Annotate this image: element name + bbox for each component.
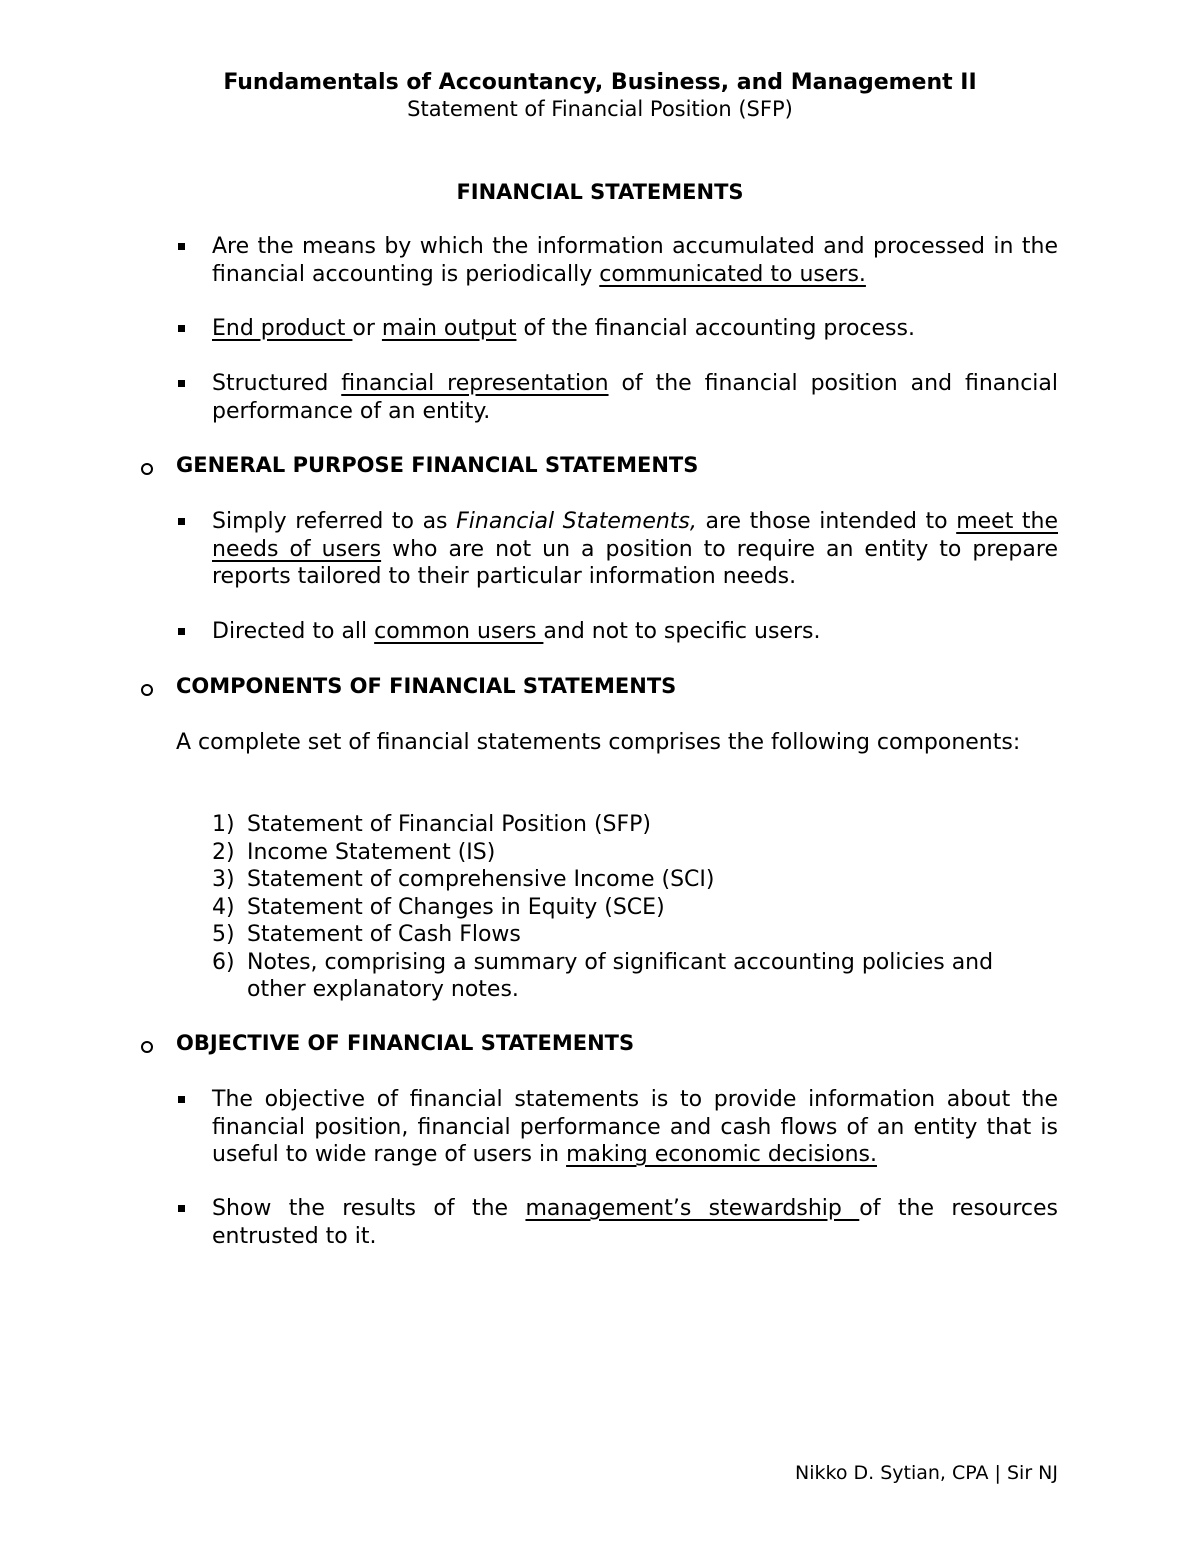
intro-bullet-2-text-1: or: [352, 316, 382, 341]
square-bullet-icon: [178, 1096, 185, 1103]
main-heading: FINANCIAL STATEMENTS: [456, 180, 744, 204]
list-item: [212, 894, 1058, 922]
components-intro: A complete set of financial statements comprises the following components:: [176, 730, 1021, 755]
list-item-text: Notes, comprising a summary of significant accounting policies and other explanatory notes.: [247, 949, 994, 1002]
circle-bullet-icon: [141, 1041, 153, 1053]
square-bullet-icon: [178, 628, 185, 635]
objective-bullet-1: [212, 1086, 1058, 1169]
general-bullet-1: [212, 508, 1058, 591]
list-item-number: 1): [212, 812, 235, 837]
general-bullet-1-text-2: are those intended to: [696, 509, 957, 534]
document-title: Fundamentals of Accountancy, Business, and Management II: [223, 70, 977, 95]
general-bullet-1-text-3: who are not un a position to require an entity to prepare reports tailored to their particular information needs.: [212, 536, 1058, 589]
intro-bullet-3-underline: financial representation: [341, 371, 609, 396]
list-item: [212, 811, 1058, 839]
list-item: [212, 839, 1058, 867]
objective-bullet-2: [212, 1195, 1058, 1250]
general-bullet-1-underline: meet the needs of users: [212, 509, 1059, 562]
list-item-text: Income Statement (IS): [247, 839, 496, 865]
list-item-text: Statement of Cash Flows: [247, 922, 521, 947]
list-item-text: Statement of Changes in Equity (SCE): [247, 894, 665, 920]
square-bullet-icon: [178, 325, 185, 332]
section-heading-objective: OBJECTIVE OF FINANCIAL STATEMENTS: [176, 1031, 635, 1055]
intro-bullet-3: [212, 370, 1058, 425]
intro-bullet-1-underline: communicated to users.: [599, 261, 866, 287]
intro-bullet-2-text-2: of the financial accounting process.: [516, 316, 915, 341]
list-item: [212, 921, 1058, 949]
list-item-text: Statement of comprehensive Income (SCI): [247, 867, 715, 892]
intro-bullet-1: [212, 233, 1058, 288]
intro-bullet-3-text-1: Structured: [212, 371, 342, 396]
objective-bullet-1-underline: making economic decisions.: [566, 1142, 877, 1167]
list-item: [212, 949, 1058, 1004]
square-bullet-icon: [178, 243, 185, 250]
section-heading-general: GENERAL PURPOSE FINANCIAL STATEMENTS: [176, 453, 699, 477]
objective-bullet-2-underline: management’s stewardship: [525, 1196, 860, 1221]
general-bullet-2-underline: common users: [374, 619, 544, 644]
list-item: [212, 866, 1058, 894]
objective-bullet-2-text-2: of the resources entrusted to it.: [212, 1196, 1058, 1249]
list-item-number: 6): [212, 949, 235, 975]
list-item-number: 5): [212, 922, 235, 947]
list-item-text: Statement of Financial Position (SFP): [247, 812, 651, 837]
list-item-number: 3): [212, 867, 235, 892]
square-bullet-icon: [178, 518, 185, 525]
circle-bullet-icon: [141, 463, 153, 475]
document-subtitle: Statement of Financial Position (SFP): [407, 97, 793, 121]
general-bullet-2-text-1: Directed to all: [212, 619, 375, 644]
list-item-number: 4): [212, 894, 235, 920]
intro-bullet-3-text-2: of the financial position and financial performance of an entity.: [212, 371, 1058, 424]
intro-bullet-1-text: Are the means by which the information accumulated and processed in the financial accounting is periodically: [212, 234, 1058, 287]
circle-bullet-icon: [141, 684, 153, 696]
intro-bullet-2-underline-2: main output: [381, 316, 517, 341]
square-bullet-icon: [178, 380, 185, 387]
objective-bullet-2-text-1: Show the results of the: [212, 1196, 526, 1221]
footer-author: Nikko D. Sytian, CPA | Sir NJ: [795, 1462, 1058, 1484]
components-list: [212, 811, 1058, 1004]
general-bullet-2: [212, 618, 1058, 646]
objective-bullet-1-text: The objective of financial statements is to provide information about the financial position, financial performance and cash flows of an entity that is useful to wide range of users in: [212, 1087, 1058, 1167]
general-bullet-1-text-1: Simply referred to as: [212, 509, 457, 534]
list-item-number: 2): [212, 839, 235, 865]
intro-bullet-2: [212, 315, 1058, 343]
intro-bullet-2-underline-1: End product: [212, 316, 353, 341]
general-bullet-2-text-2: and not to specific users.: [543, 619, 821, 644]
square-bullet-icon: [178, 1205, 185, 1212]
general-bullet-1-italic: Financial Statements,: [456, 509, 697, 534]
section-heading-components: COMPONENTS OF FINANCIAL STATEMENTS: [176, 674, 677, 698]
